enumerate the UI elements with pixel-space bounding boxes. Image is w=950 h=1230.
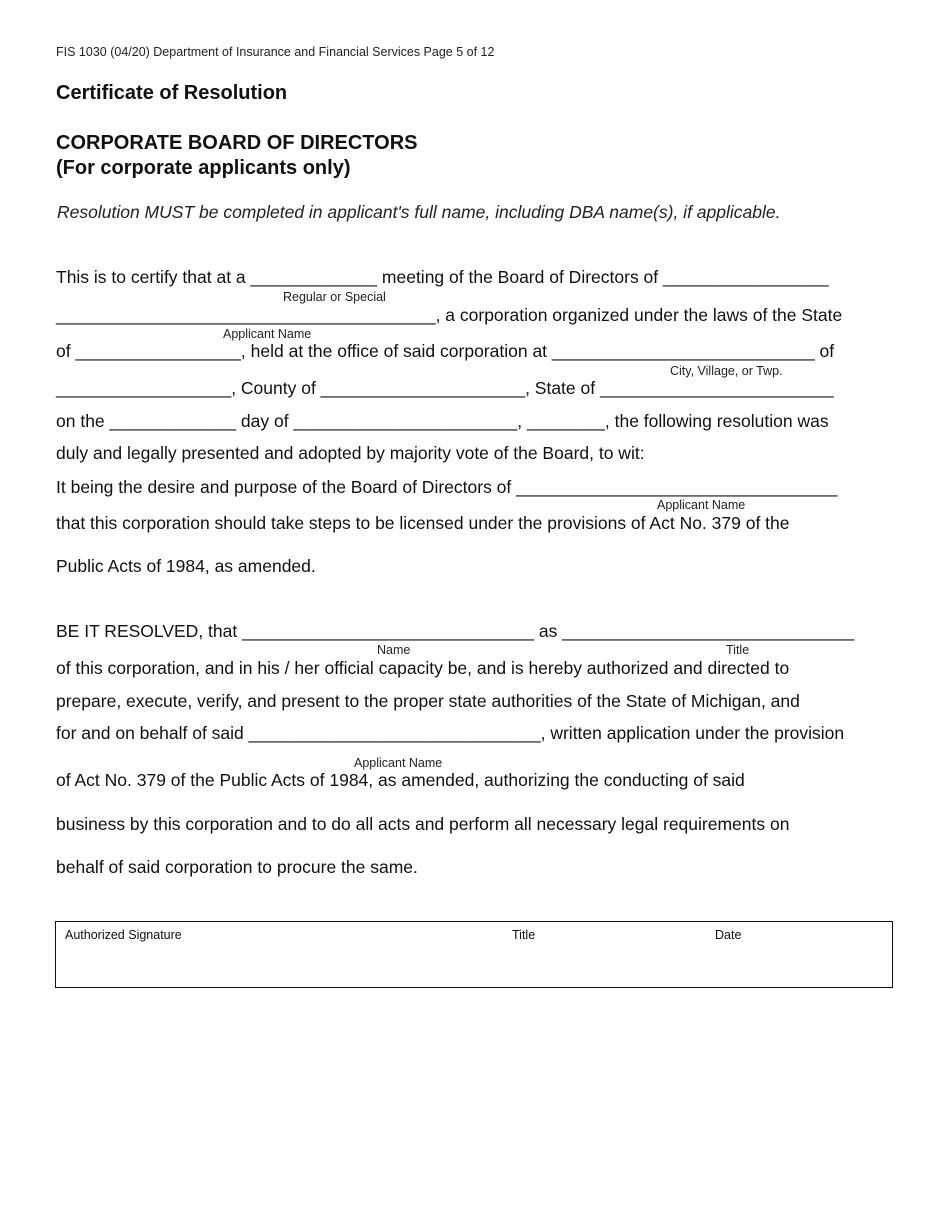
form-header: FIS 1030 (04/20) Department of Insurance and Financial Services Page 5 of 12	[56, 45, 495, 59]
resolved-line-5: of Act No. 379 of the Public Acts of 1984, as amended, authorizing the conducting of said	[56, 770, 745, 790]
authorized-signature-label: Authorized Signature	[65, 928, 182, 942]
resolved-line-4: for and on behalf of said ______________________________, written application under the provision	[56, 723, 845, 743]
board-title-line1: CORPORATE BOARD OF DIRECTORS	[56, 132, 418, 154]
caption-city-village-twp: City, Village, or Twp.	[670, 364, 783, 378]
certificate-title: Certificate of Resolution	[56, 82, 288, 104]
certify-line-4: __________________, County of _____________________, State of ________________________	[56, 378, 834, 398]
caption-name: Name	[377, 643, 411, 657]
signature-date-label: Date	[715, 928, 742, 942]
instruction-text: Resolution MUST be completed in applicant's full name, including DBA name(s), if applicable.	[57, 202, 781, 222]
desire-line-1: It being the desire and purpose of the Board of Directors of _________________________________	[56, 477, 838, 497]
signature-title-label: Title	[512, 928, 536, 942]
caption-applicant-name: Applicant Name	[354, 756, 443, 770]
caption-applicant-name: Applicant Name	[223, 327, 312, 341]
certify-line-3: of _________________, held at the office of said corporation at ___________________________ of	[56, 341, 835, 361]
resolved-line-6: business by this corporation and to do all acts and perform all necessary legal requirements on	[56, 814, 790, 834]
signature-box	[55, 921, 893, 988]
caption-applicant-name: Applicant Name	[657, 498, 746, 512]
certify-line-2: _______________________________________, a corporation organized under the laws of the State	[56, 305, 843, 325]
certify-line-5: on the _____________ day of _______________________, ________, the following resolution was	[56, 411, 829, 431]
certify-line-6: duly and legally presented and adopted by majority vote of the Board, to wit:	[56, 443, 645, 463]
resolved-line-2: of this corporation, and in his / her official capacity be, and is hereby authorized and directed to	[56, 658, 790, 678]
resolved-line-7: behalf of said corporation to procure the same.	[56, 857, 418, 877]
board-title	[56, 131, 418, 181]
desire-line-3: Public Acts of 1984, as amended.	[56, 556, 316, 576]
certify-line-1: This is to certify that at a _____________ meeting of the Board of Directors of _________________	[56, 267, 829, 287]
board-title-line2: (For corporate applicants only)	[56, 157, 351, 179]
resolved-line-1: BE IT RESOLVED, that ______________________________ as ______________________________	[56, 621, 855, 641]
desire-line-2: that this corporation should take steps to be licensed under the provisions of Act No. 379 of the	[56, 513, 790, 533]
caption-title: Title	[726, 643, 750, 657]
resolved-line-3: prepare, execute, verify, and present to the proper state authorities of the State of Michigan, and	[56, 691, 800, 711]
caption-meeting-type: Regular or Special	[283, 290, 386, 304]
